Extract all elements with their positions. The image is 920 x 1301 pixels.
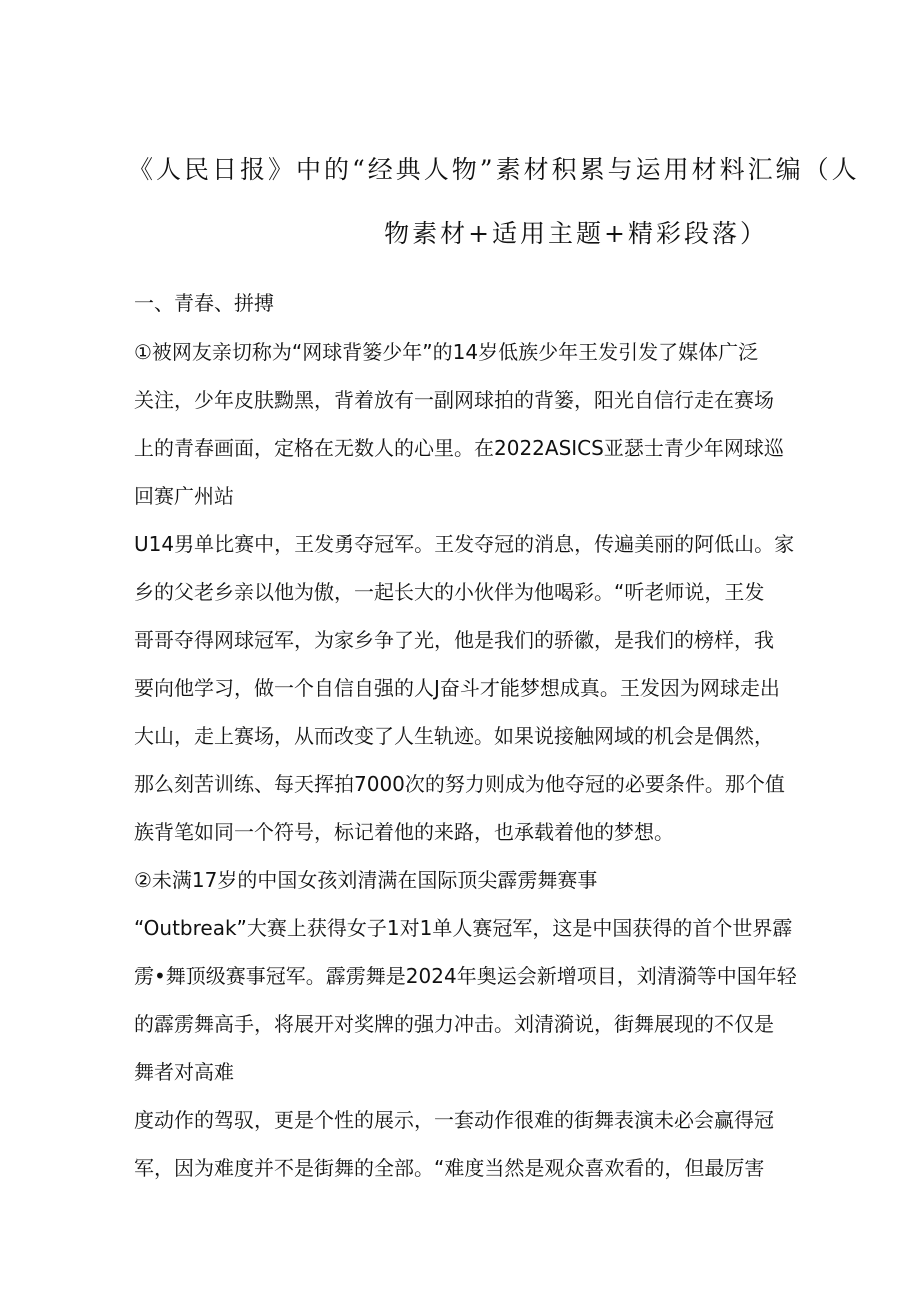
body-line: 乡的父老乡亲以他为傲，一起长大的小伙伴为他喝彩。“听老师说，王发 [134, 580, 765, 604]
document-title-line-2: 物素材+适用主题+精彩段落） [384, 219, 768, 248]
body-line: 哥哥夺得网球冠军，为家乡争了光，他是我们的骄徽，是我们的榜样，我 [134, 628, 774, 652]
body-line: 关注，少年皮肤黝黑，背着放有一副网球拍的背篓，阳光自信行走在赛场 [134, 388, 774, 412]
body-line: 雳•舞顶级赛事冠军。霹雳舞是2024年奥运会新增项目，刘清漪等中国年轻 [134, 964, 797, 988]
body-line: 要向他学习，做一个自信自强的人J奋斗才能梦想成真。王发因为网球走出 [134, 676, 780, 700]
section-heading: 一、青春、拼搏 [134, 291, 274, 315]
body-line: 回赛广州站 [134, 484, 234, 508]
body-line: 舞者对高难 [134, 1060, 234, 1084]
document-title-line-1: 《人民日报》中的“经典人物”素材积累与运用材料汇编（人 [128, 155, 860, 184]
body-line: U14男单比赛中，王发勇夺冠军。王发夺冠的消息，传遍美丽的阿低山。家 [134, 532, 795, 556]
body-line: 上的青春画面，定格在无数人的心里。在2022ASICS亚瑟士青少年网球巡 [134, 436, 784, 460]
body-line: ②未满17岁的中国女孩刘清满在国际顶尖霹雳舞赛事 [134, 868, 598, 892]
body-line: 度动作的驾驭，更是个性的展示，一套动作很难的街舞表演未必会赢得冠 [134, 1108, 774, 1132]
body-line: “Outbreak”大赛上获得女子1对1单人赛冠军，这是中国获得的首个世界霹 [134, 916, 793, 940]
body-line: ①被网友亲切称为“网球背篓少年”的14岁低族少年王发引发了媒体广泛 [134, 340, 759, 364]
body-line: 那么刻苦训练、每天挥拍7000次的努力则成为他夺冠的必要条件。那个值 [134, 772, 785, 796]
body-line: 族背笔如同一个符号，标记着他的来路，也承载着他的梦想。 [134, 820, 674, 844]
body-line: 大山，走上赛场，从而改变了人生轨迹。如果说接触网域的机会是偶然， [134, 724, 774, 748]
body-line: 的霹雳舞高手，将展开对奖牌的强力冲击。刘清漪说，街舞展现的不仅是 [134, 1012, 774, 1036]
body-line: 军，因为难度并不是街舞的全部。“难度当然是观众喜欢看的，但最厉害 [134, 1156, 765, 1180]
